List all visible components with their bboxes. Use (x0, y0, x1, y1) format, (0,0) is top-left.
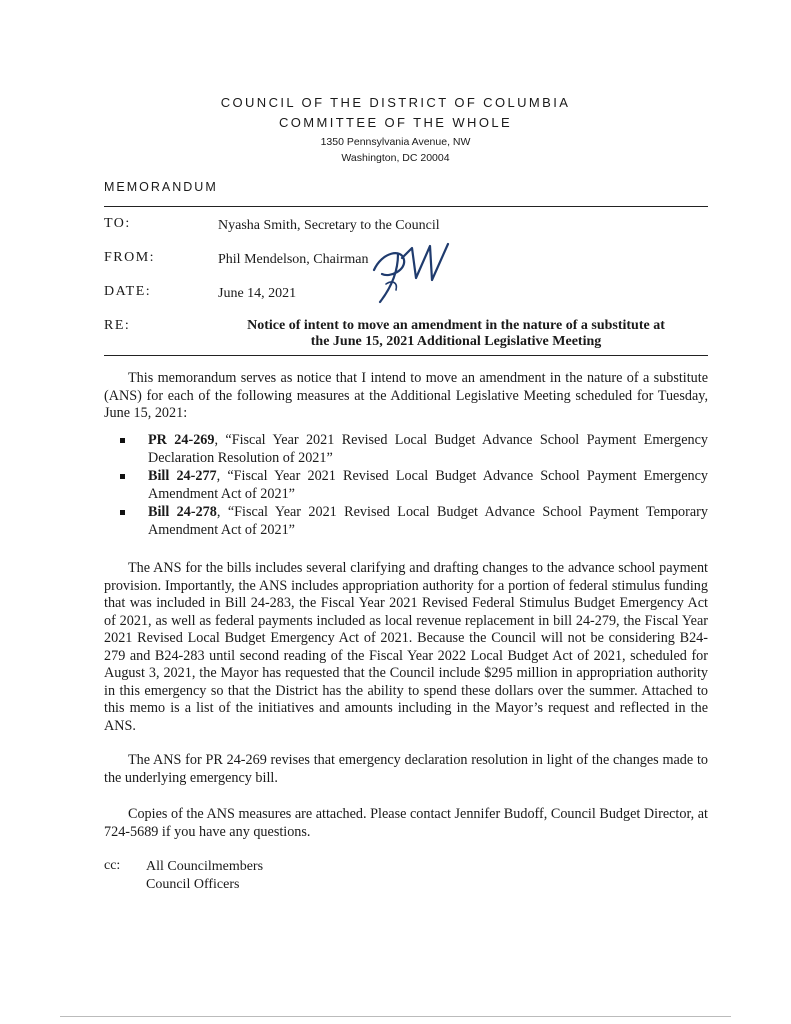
date-value: June 14, 2021 (218, 286, 297, 301)
from-label: FROM: (104, 250, 156, 265)
measure-id: Bill 24-278 (148, 504, 217, 520)
measure-id: Bill 24-277 (148, 468, 217, 484)
re-value (196, 318, 716, 350)
ans-paragraph: The ANS for the bills includes several clarifying and drafting changes to the advance school payment provision. Importantly, the ANS includes appropriation authority for a portion of federal stimulus funding that was included in Bill 24-283, the Fiscal Year 2021 Revised Federal Stimulus Budget Emergency Act of 2021, as well as federal payments included as local revenue replacement in bill 24-279, the Fiscal Year 2021 Revised Local Budget Emergency Act of 2021. Because the Council will not be considering B24-279 and B24-283 until second reading of the Fiscal Year 2022 Local Budget Act of 2021, scheduled for August 3, 2021, the Mayor has requested that the Council include $295 million in appropriation authority in this emergency so that the District has the ability to spend these dollars over the summer. Attached to this memo is a list of the initiatives and amounts including in the Mayor’s request and reflected in the ANS. (104, 560, 708, 734)
signature-image (368, 240, 452, 306)
top-divider (104, 206, 708, 207)
to-label: TO: (104, 216, 131, 231)
measures-list (118, 432, 708, 540)
re-label: RE: (104, 318, 131, 333)
bottom-divider (104, 355, 708, 356)
page-bottom-edge (60, 1016, 731, 1017)
list-item (118, 468, 708, 503)
measure-title: , “Fiscal Year 2021 Revised Local Budget Advance School Payment Emergency Declaration Resolution of 2021” (148, 432, 708, 466)
intro-paragraph: This memorandum serves as notice that I intend to move an amendment in the nature of a substitute (ANS) for each of the following measures at the Additional Legislative Meeting scheduled for Tuesday, June 15, 2021: (104, 370, 708, 421)
measure-title: , “Fiscal Year 2021 Revised Local Budget Advance School Payment Temporary Amendment Act of 2021” (148, 504, 708, 538)
from-value: Phil Mendelson, Chairman (218, 252, 369, 267)
to-value: Nyasha Smith, Secretary to the Council (218, 218, 440, 233)
pr-paragraph: The ANS for PR 24-269 revises that emergency declaration resolution in light of the changes made to the underlying emergency bill. (104, 752, 708, 786)
header-address-line2: Washington, DC 20004 (341, 152, 450, 164)
list-item (118, 504, 708, 539)
measure-title: , “Fiscal Year 2021 Revised Local Budget Advance School Payment Emergency Amendment Act of 2021” (148, 468, 709, 502)
cc-list (146, 858, 263, 894)
header-committee: COMMITTEE OF THE WHOLE (278, 115, 513, 130)
re-value-line1: Notice of intent to move an amendment in the nature of a substitute at (247, 318, 665, 333)
header-organization: COUNCIL OF THE DISTRICT OF COLUMBIA (220, 95, 571, 110)
date-label: DATE: (104, 284, 152, 299)
list-item (118, 432, 708, 467)
cc-label: cc: (104, 858, 121, 873)
bullet-icon (120, 474, 125, 479)
header-address-line1: 1350 Pennsylvania Avenue, NW (320, 136, 471, 148)
bullet-icon (120, 510, 125, 515)
re-value-line2: the June 15, 2021 Additional Legislative Meeting (310, 334, 602, 349)
memo-label: MEMORANDUM (104, 180, 218, 194)
bullet-icon (120, 438, 125, 443)
measure-id: PR 24-269 (148, 432, 215, 448)
copies-paragraph: Copies of the ANS measures are attached. Please contact Jennifer Budoff, Council Budget Director, at 724-5689 if you have any questions. (104, 806, 708, 840)
cc-recipient: Council Officers (146, 877, 240, 892)
cc-recipient: All Councilmembers (146, 859, 264, 874)
